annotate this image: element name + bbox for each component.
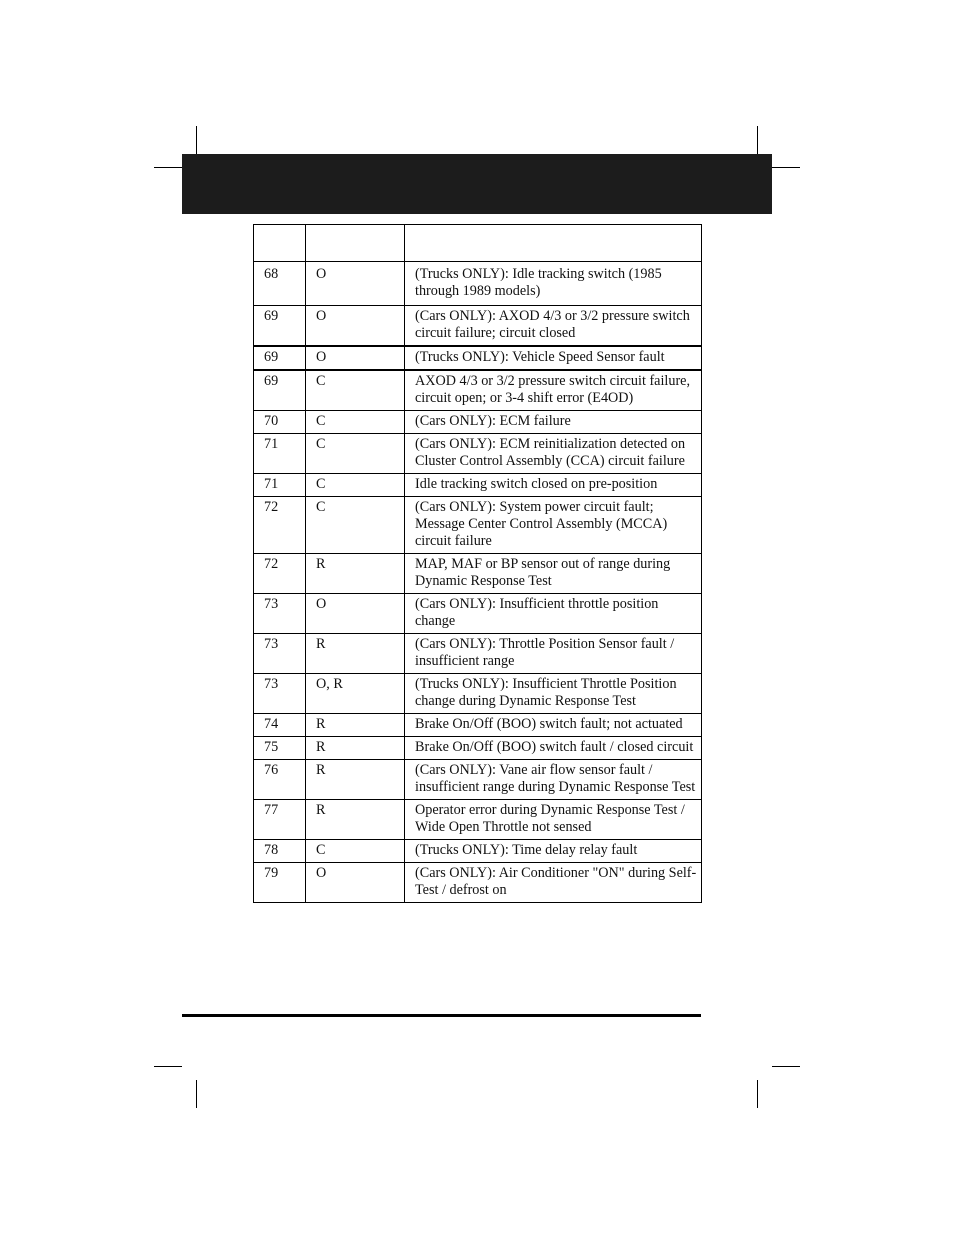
description-cell: (Trucks ONLY): Idle tracking switch (1985 through 1989 models) [405,262,702,306]
table-row [254,434,702,474]
code-cell: 75 [254,737,306,760]
description-cell: (Trucks ONLY): Insufficient Throttle Position change during Dynamic Response Test [405,674,702,714]
table-row [254,760,702,800]
table-row [254,262,702,306]
crop-mark [154,1066,182,1067]
table-row [254,474,702,497]
table-row [254,370,702,411]
description-cell: (Trucks ONLY): Time delay relay fault [405,840,702,863]
table-row [254,306,702,347]
description-cell: (Cars ONLY): Vane air flow sensor fault / insufficient range during Dynamic Response Test [405,760,702,800]
code-cell: 69 [254,306,306,347]
trouble-code-table [253,224,702,903]
table-row [254,346,702,370]
table-row [254,674,702,714]
description-cell: Operator error during Dynamic Response Test / Wide Open Throttle not sensed [405,800,702,840]
type-cell: R [306,714,405,737]
table-row [254,863,702,903]
column-header-description [405,225,702,262]
type-cell: C [306,497,405,554]
type-cell: O, R [306,674,405,714]
code-cell: 70 [254,411,306,434]
code-cell: 74 [254,714,306,737]
page-header-bar [182,154,772,214]
table-header-row [254,225,702,262]
crop-mark [196,1080,197,1108]
description-cell: (Cars ONLY): ECM failure [405,411,702,434]
code-cell: 79 [254,863,306,903]
type-cell: C [306,840,405,863]
table-row [254,737,702,760]
description-cell: Brake On/Off (BOO) switch fault / closed circuit [405,737,702,760]
code-cell: 73 [254,674,306,714]
table-row [254,497,702,554]
code-cell: 72 [254,497,306,554]
code-cell: 73 [254,634,306,674]
code-cell: 72 [254,554,306,594]
crop-mark [757,126,758,154]
code-cell: 71 [254,434,306,474]
code-cell: 76 [254,760,306,800]
table-row [254,714,702,737]
crop-mark [772,1066,800,1067]
code-cell: 69 [254,370,306,411]
table-row [254,800,702,840]
type-cell: C [306,411,405,434]
code-cell: 69 [254,346,306,370]
footer-rule [182,1014,701,1017]
crop-mark [196,126,197,154]
code-cell: 77 [254,800,306,840]
type-cell: O [306,346,405,370]
description-cell: (Trucks ONLY): Vehicle Speed Sensor fault [405,346,702,370]
code-cell: 78 [254,840,306,863]
description-cell: MAP, MAF or BP sensor out of range during Dynamic Response Test [405,554,702,594]
type-cell: O [306,594,405,634]
crop-mark [772,167,800,168]
type-cell: C [306,370,405,411]
description-cell: Brake On/Off (BOO) switch fault; not actuated [405,714,702,737]
description-cell: AXOD 4/3 or 3/2 pressure switch circuit failure, circuit open; or 3-4 shift error (E4OD) [405,370,702,411]
type-cell: R [306,554,405,594]
description-cell: (Cars ONLY): Insufficient throttle position change [405,594,702,634]
description-cell: (Cars ONLY): AXOD 4/3 or 3/2 pressure switch circuit failure; circuit closed [405,306,702,347]
table-row [254,411,702,434]
description-cell: (Cars ONLY): System power circuit fault; Message Center Control Assembly (MCCA) circuit failure [405,497,702,554]
column-header-code [254,225,306,262]
crop-mark [154,167,182,168]
type-cell: R [306,800,405,840]
column-header-type [306,225,405,262]
code-cell: 73 [254,594,306,634]
description-cell: (Cars ONLY): Throttle Position Sensor fault / insufficient range [405,634,702,674]
type-cell: C [306,474,405,497]
crop-mark [757,1080,758,1108]
description-cell: (Cars ONLY): Air Conditioner "ON" during Self-Test / defrost on [405,863,702,903]
description-cell: Idle tracking switch closed on pre-position [405,474,702,497]
type-cell: O [306,262,405,306]
type-cell: O [306,306,405,347]
table-row [254,840,702,863]
code-cell: 68 [254,262,306,306]
table-row [254,634,702,674]
type-cell: O [306,863,405,903]
table-row [254,554,702,594]
table-row [254,594,702,634]
description-cell: (Cars ONLY): ECM reinitialization detected on Cluster Control Assembly (CCA) circuit failure [405,434,702,474]
code-cell: 71 [254,474,306,497]
type-cell: R [306,634,405,674]
type-cell: C [306,434,405,474]
type-cell: R [306,737,405,760]
type-cell: R [306,760,405,800]
